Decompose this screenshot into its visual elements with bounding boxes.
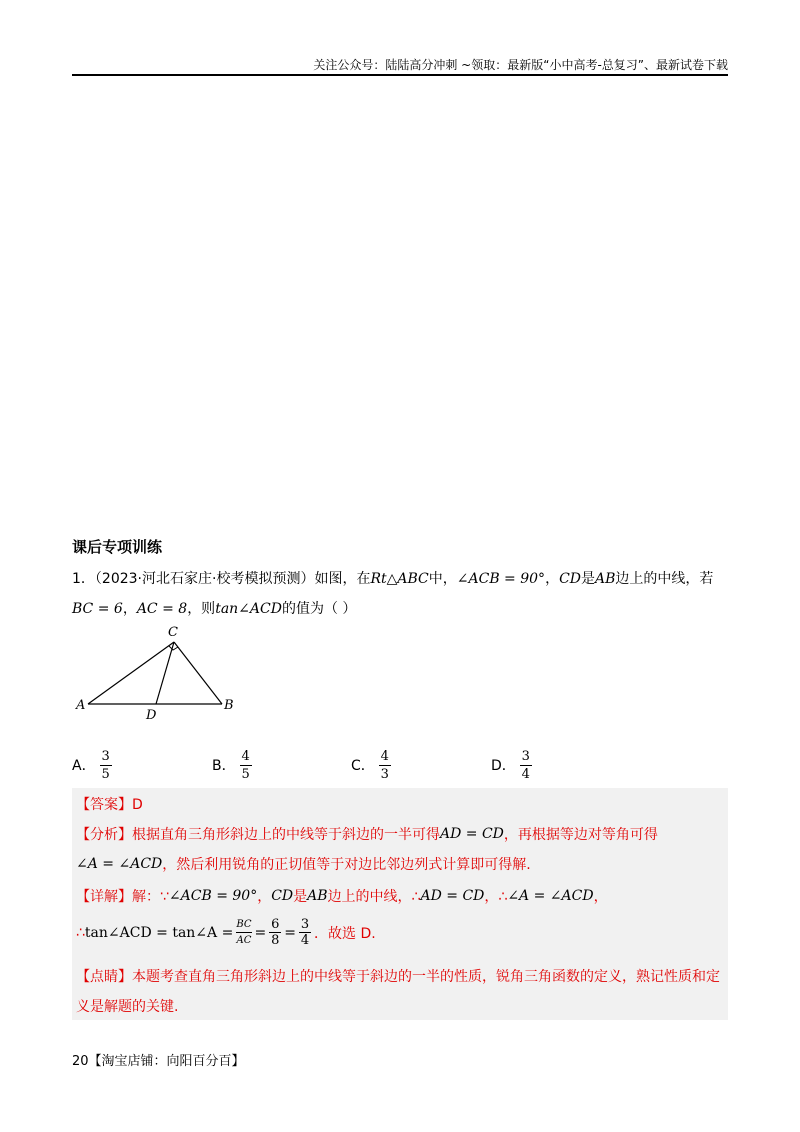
denominator: 3 bbox=[380, 766, 389, 782]
option-letter: A． bbox=[72, 758, 96, 774]
option-b[interactable] bbox=[212, 745, 252, 785]
question-line-2 bbox=[72, 594, 728, 624]
analysis-line-1 bbox=[76, 824, 658, 844]
option-fraction bbox=[100, 749, 112, 782]
triangle-figure bbox=[72, 622, 252, 722]
question-text: ，则 bbox=[187, 601, 216, 617]
right-angle-mark bbox=[169, 646, 178, 650]
segment-ab: AB bbox=[595, 571, 616, 587]
denominator: 4 bbox=[300, 933, 310, 948]
analysis-line-2 bbox=[76, 854, 531, 874]
option-letter: C． bbox=[351, 758, 375, 774]
option-fraction bbox=[520, 749, 532, 782]
detail-text: ，∴ bbox=[484, 889, 508, 905]
question-1 bbox=[72, 564, 728, 624]
question-number: 1． bbox=[72, 571, 95, 587]
calculation-line bbox=[76, 918, 376, 947]
denominator: AC bbox=[236, 935, 252, 946]
option-fraction bbox=[379, 749, 391, 782]
segment-ab: AB bbox=[307, 888, 328, 904]
median-cd bbox=[156, 642, 174, 704]
therefore-symbol: ∴ bbox=[76, 924, 85, 941]
page-header: 关注公众号：陆陆高分冲刺 ~领取：最新版“小中高考-总复习”、最新试卷下载 bbox=[313, 58, 728, 72]
given-ac: AC = 8 bbox=[136, 601, 188, 617]
given-bc: BC = 6 bbox=[72, 601, 123, 617]
analysis-text: ，再根据等边对等角可得 bbox=[503, 827, 658, 843]
denominator: 5 bbox=[241, 766, 250, 782]
numerator: 4 bbox=[241, 748, 250, 764]
question-text: 边上的中线，若 bbox=[615, 571, 714, 587]
numerator: 6 bbox=[271, 917, 280, 932]
detail-text: ， bbox=[593, 889, 608, 905]
header-divider bbox=[72, 74, 728, 76]
shop-name: 【淘宝店铺：向阳百分百】 bbox=[88, 1054, 245, 1069]
question-text: 中， bbox=[428, 571, 457, 587]
numerator: 3 bbox=[521, 748, 530, 764]
page-footer bbox=[72, 1050, 245, 1069]
label-c: C bbox=[168, 625, 178, 640]
fraction-6-8 bbox=[269, 918, 281, 947]
conclusion-text: ．故选 D. bbox=[314, 925, 376, 942]
detail-line bbox=[76, 886, 608, 906]
comment-line-1: 【点睛】本题考查直角三角形斜边上的中线等于斜边的一半的性质，锐角三角函数的定义，熟记性质和定 bbox=[76, 969, 720, 985]
detail-text: 是 bbox=[293, 889, 308, 905]
option-d[interactable] bbox=[491, 745, 532, 785]
numerator: 3 bbox=[101, 748, 110, 764]
label-b: B bbox=[224, 698, 234, 713]
page-number: 20 bbox=[72, 1054, 89, 1069]
section-title: 课后专项训练 bbox=[72, 538, 163, 556]
equation-acb: ∠ACB = 90° bbox=[168, 888, 258, 904]
tan-acd: tan∠ACD bbox=[215, 601, 282, 617]
detail-text: 【详解】解：∵ bbox=[76, 889, 169, 905]
answer-options bbox=[72, 745, 728, 785]
analysis-text: ，然后利用锐角的正切值等于对边比邻边列式计算即可得解. bbox=[162, 857, 531, 873]
numerator: BC bbox=[236, 919, 252, 930]
denominator: 5 bbox=[101, 766, 110, 782]
label-d: D bbox=[146, 708, 157, 722]
option-letter: B． bbox=[212, 758, 236, 774]
answer-line: 【答案】D bbox=[76, 797, 143, 813]
option-letter: D． bbox=[491, 758, 516, 774]
detail-text: 边上的中线，∴ bbox=[327, 889, 421, 905]
equation-angles: ∠A = ∠ACD bbox=[507, 888, 594, 904]
question-text: ， bbox=[122, 601, 137, 617]
side-cb bbox=[174, 642, 222, 704]
question-source: （2023·河北石家庄·校考模拟预测）如图，在 bbox=[94, 571, 371, 587]
question-line-1 bbox=[72, 564, 728, 594]
tan-expression: tan∠ACD = tan∠A = bbox=[84, 924, 234, 941]
segment-cd: CD bbox=[559, 571, 581, 587]
label-a: A bbox=[76, 698, 86, 713]
option-fraction bbox=[240, 749, 252, 782]
question-text: 的值为（ ） bbox=[281, 601, 357, 617]
fraction-3-4 bbox=[299, 918, 311, 947]
triangle-notation: Rt△ABC bbox=[370, 571, 429, 587]
numerator: 3 bbox=[300, 917, 310, 932]
fraction-bc-ac bbox=[236, 918, 251, 947]
solution-box bbox=[72, 788, 728, 1020]
segment-cd: CD bbox=[271, 888, 294, 904]
denominator: 8 bbox=[271, 933, 280, 948]
equals-sign: = bbox=[284, 924, 296, 941]
question-text: ， bbox=[545, 571, 560, 587]
option-c[interactable] bbox=[351, 745, 391, 785]
equation-ad-cd: AD = CD bbox=[440, 826, 504, 842]
equation-ad-cd: AD = CD bbox=[420, 888, 485, 904]
comment-line-2: 义是解题的关键. bbox=[76, 999, 179, 1015]
angle-acb: ∠ACB = 90° bbox=[456, 571, 546, 587]
analysis-text: 【分析】根据直角三角形斜边上的中线等于斜边的一半可得 bbox=[76, 827, 440, 843]
numerator: 4 bbox=[380, 748, 389, 764]
question-text: 是 bbox=[581, 571, 595, 587]
equals-sign: = bbox=[254, 924, 267, 941]
side-ac bbox=[88, 642, 174, 704]
option-a[interactable] bbox=[72, 745, 112, 785]
denominator: 4 bbox=[521, 766, 530, 782]
equation-angles: ∠A = ∠ACD bbox=[76, 856, 163, 872]
detail-text: ， bbox=[257, 889, 272, 905]
